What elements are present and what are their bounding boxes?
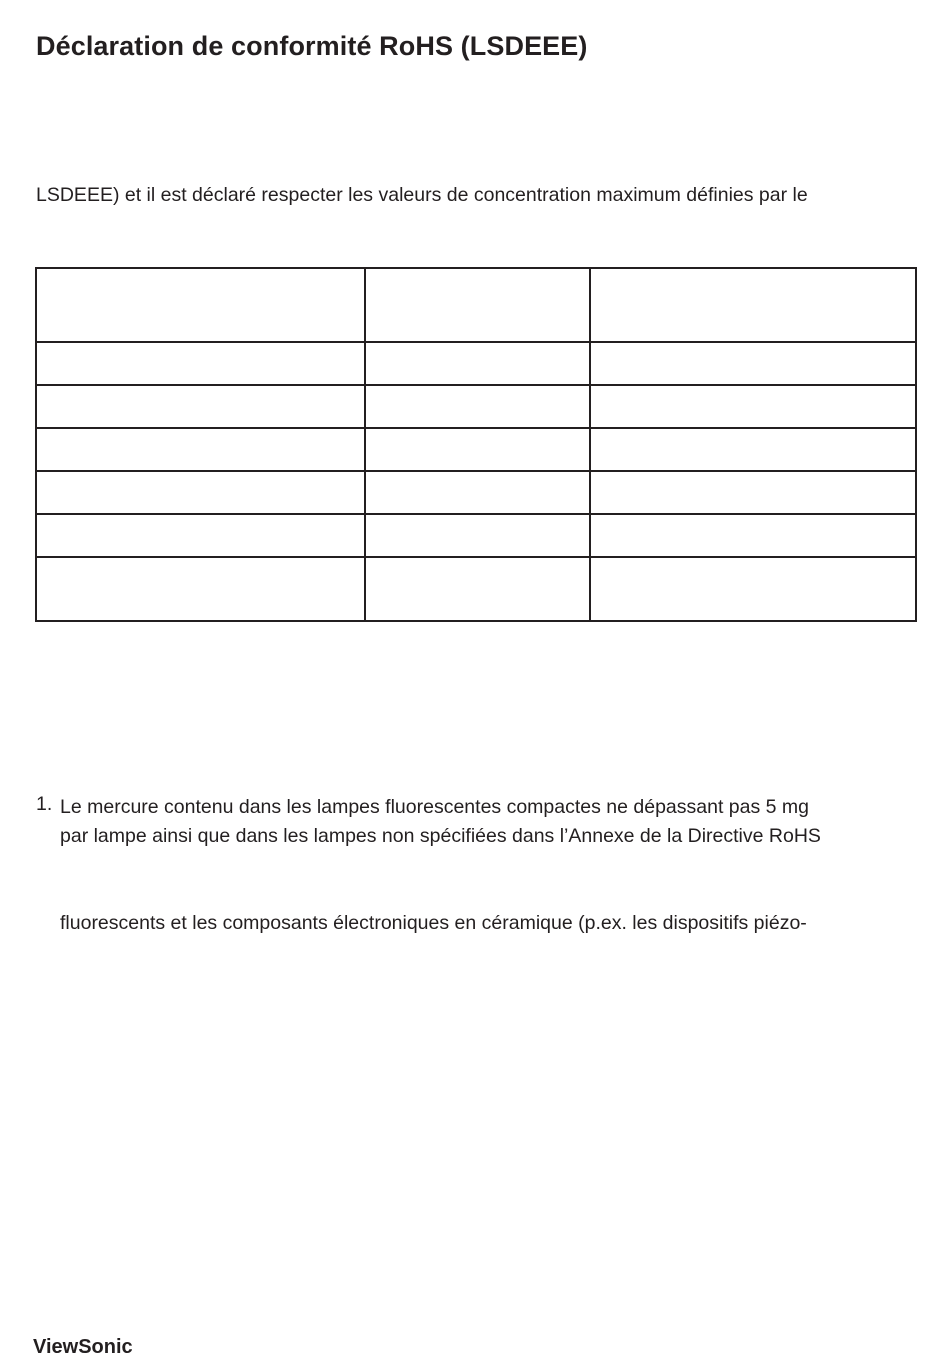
note-line: Le mercure contenu dans les lampes fluorescentes compactes ne dépassant pas 5 mg — [60, 796, 810, 818]
table-cell — [365, 514, 590, 557]
table-cell — [36, 514, 365, 557]
table-cell — [36, 385, 365, 428]
table-cell — [36, 342, 365, 385]
table-cell — [590, 342, 916, 385]
table-cell — [590, 385, 916, 428]
table-header-row — [36, 268, 916, 342]
note-line: par lampe ainsi que dans les lampes non spécifiées dans l’Annexe de la Directive RoHS — [60, 825, 821, 847]
table-row — [36, 471, 916, 514]
table-cell — [36, 471, 365, 514]
notes-list — [36, 793, 926, 938]
table-cell — [590, 471, 916, 514]
table-row — [36, 514, 916, 557]
table-cell — [36, 428, 365, 471]
table-cell — [36, 268, 365, 342]
table-row — [36, 385, 916, 428]
table-row — [36, 342, 916, 385]
table-cell — [590, 428, 916, 471]
table-cell — [36, 557, 365, 621]
table-cell — [365, 428, 590, 471]
table-cell — [365, 557, 590, 621]
footer-brand: ViewSonic — [33, 1336, 133, 1358]
table-cell — [590, 268, 916, 342]
table-cell — [590, 557, 916, 621]
table-cell — [590, 514, 916, 557]
table-row — [36, 557, 916, 621]
table-cell — [365, 342, 590, 385]
list-item — [36, 793, 926, 938]
substance-table — [35, 267, 917, 622]
table-cell — [365, 471, 590, 514]
page-title: Déclaration de conformité RoHS (LSDEEE) — [36, 31, 588, 61]
intro-text: LSDEEE) et il est déclaré respecter les valeurs de concentration maximum définies par le — [36, 184, 808, 206]
note-number: 1. — [36, 793, 53, 815]
table-cell — [365, 268, 590, 342]
table-row — [36, 428, 916, 471]
note-line: fluorescents et les composants électroniques en céramique (p.ex. les dispositifs piézo- — [60, 912, 807, 934]
table-cell — [365, 385, 590, 428]
note-gap — [60, 851, 926, 909]
